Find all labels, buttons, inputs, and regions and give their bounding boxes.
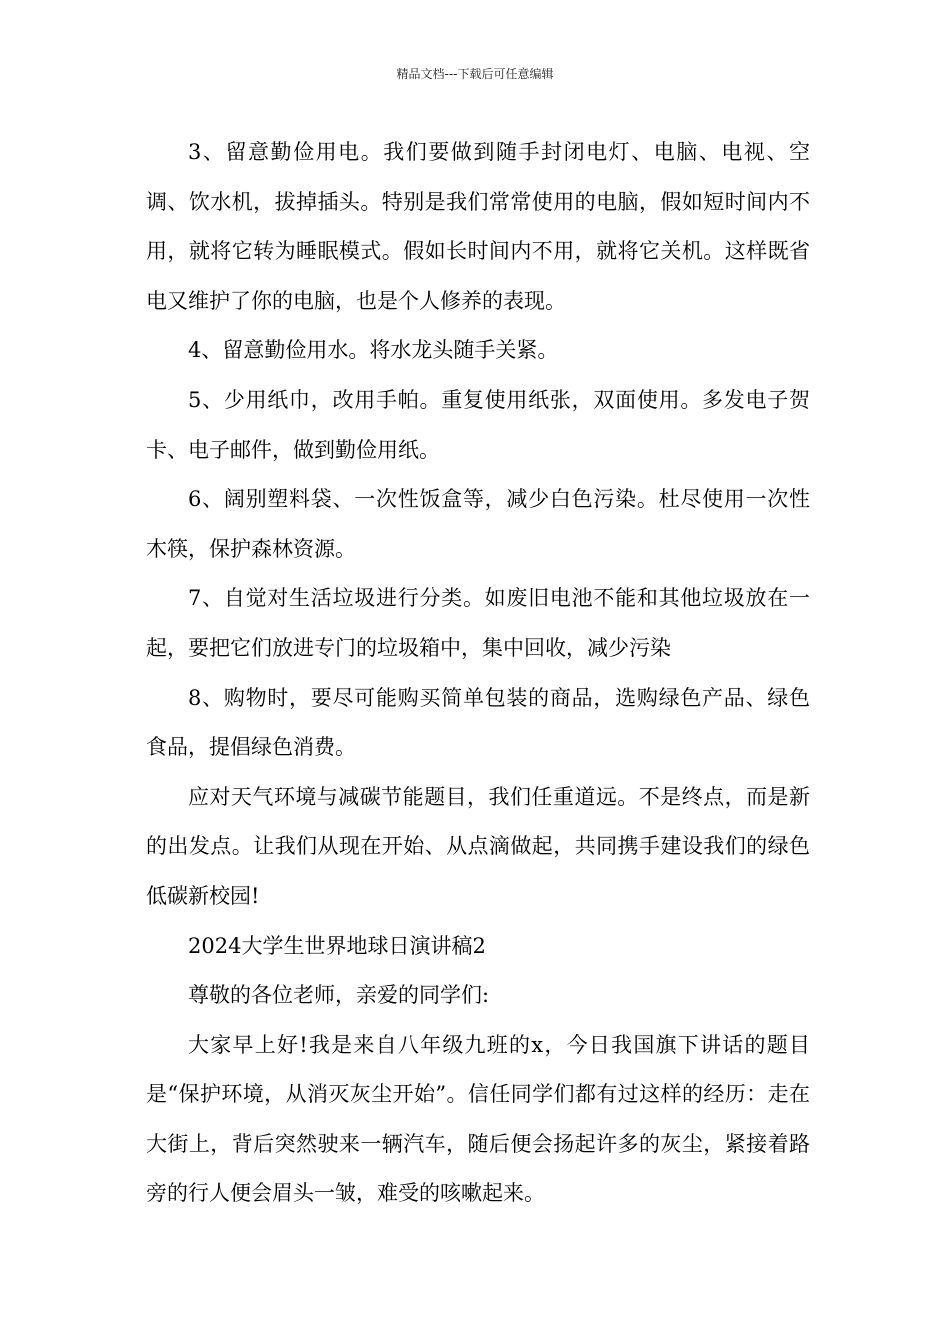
- paragraph-speech-opening: 大家早上好!我是来自八年级九班的x，今日我国旗下讲话的题目是“保护环境，从消灭灰尘开始”。信任同学们都有过这样的经历：走在大街上，背后突然驶来一辆汽车，随后便会扬起许多的灰尘，紧接着路旁的行人便会眉头一皱，难受的咳嗽起来。: [146, 1032, 810, 1206]
- paragraph-save-paper: 5、少用纸巾，改用手帕。重复使用纸张，双面使用。多发电子贺卡、电子邮件，做到勤俭用纸。: [146, 387, 810, 462]
- page-header: 精品文档---下载后可任意编辑: [396, 67, 554, 81]
- paragraph-sort-garbage: 7、自觉对生活垃圾进行分类。如废旧电池不能和其他垃圾放在一起，要把它们放进专门的垃圾箱中，集中回收，减少污染: [146, 586, 810, 660]
- paragraph-save-electricity: 3、留意勤俭用电。我们要做到随手封闭电灯、电脑、电视、空调、饮水机，拔掉插头。特别是我们常常使用的电脑，假如短时间内不用，就将它转为睡眠模式。假如长时间内不用，就将它关机。这样既省电又维护了你的电脑，也是个人修养的表现。: [146, 140, 810, 313]
- document-body: [146, 128, 810, 1219]
- paragraph-save-water: 4、留意勤俭用水。将水龙头随手关紧。: [188, 338, 559, 363]
- salutation: 尊敬的各位老师，亲爱的同学们:: [188, 983, 490, 1008]
- section-title: 2024大学生世界地球日演讲稿2: [188, 933, 486, 958]
- paragraph-avoid-plastic: 6、阔别塑料袋、一次性饭盒等，减少白色污染。杜尽使用一次性木筷，保护森林资源。: [146, 487, 810, 561]
- paragraph-green-shopping: 8、购物时，要尽可能购买简单包装的商品，选购绿色产品、绿色食品，提倡绿色消费。: [146, 685, 810, 760]
- paragraph-conclusion: 应对天气环境与减碳节能题目，我们任重道远。不是终点，而是新的出发点。让我们从现在开始、从点滴做起，共同携手建设我们的绿色低碳新校园!: [146, 784, 810, 908]
